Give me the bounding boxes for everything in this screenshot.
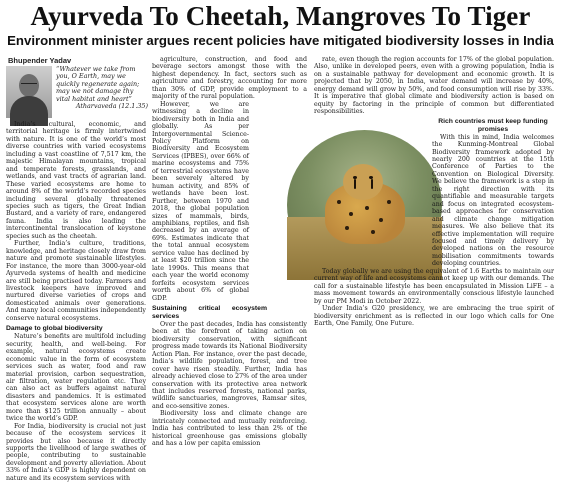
paragraph: For India, biodiversity is crucial not just because of the ecosystem services it provides but also because it directly supports the livelihood of large swathes of people, contributing to sustainable development and poverty alleviation. About 33% of India’s GDP is highly dependent on nature and its ecosystem services with — [6, 422, 146, 482]
paragraph: India’s cultural, economic, and territorial heritage is firmly intertwined with nature. It is one of the world’s most diverse countries with varied ecosystems including a vast coastline of 7,517 km, the majestic Himalayan mountains, tropical and temperate forests, grasslands, and wetlands, and vast tracts of agrarian land. These varied ecosystems are home to around 8% of the world’s recorded species including several globally threatened species such as tigers, the Great Indian Bustard, and a variety of rare, endangered fauna. India is also leading the intercontinental translocation of keystone species such as the cheetah. — [6, 121, 146, 240]
paragraph: Nature’s benefits are multifold including security, health, and well-being. For example, natural ecosystems create economic value in the form of ecosystem services such as water, food and raw material provision, carbon sequestration, air filtration, water regulation etc. They can also act as buffers against natural disasters and pandemics. It is estimated that ecosystem services alone are worth more than $125 trillion annually – about twice the world’s GDP. — [6, 333, 146, 423]
paragraph: rate, even though the region accounts for 17% of the global population. Also, unlike in developed peers, even with a growing population, India is on a sustainable pathway for development and economic growth. It is projected that by 2050, in India, water demand will increase by 40%, energy demand will grow by 50%, and food consumption will rise by 33%. It is imperative that global climate and biodiversity action is based on equity by factoring in the principle of common but differentiated responsibilities. — [314, 56, 554, 116]
epigraph-quote — [56, 66, 148, 110]
paragraph: Further, India’s culture, traditions, knowledge, and heritage closely draw from nature and promote sustainable lifestyles. For instance, the more than 3000-year-old Ayurveda systems of health and medicine are still being practised today. Farmers and livestock keepers have improved and nurtured diverse varieties of crops and domesticated animals over generations. And many local communities independently conserve natural ecosystems. — [6, 240, 146, 322]
paragraph: Today globally we are using the equivalent of 1.6 Earths to maintain our current way of life and ecosystems cannot keep up with our demands. The call for a sustainable lifestyle has been encapsulated in Mission LiFE – a mass movement towards an environmentally conscious lifestyle launched by our PM Modi in October 2022. — [314, 267, 554, 305]
paragraph: Over the past decades, India has consistently been at the forefront of taking action on biodiversity conservation, with significant progress made towards its National Biodiversity Action Plan. For instance, over the past decade, India’s wildlife population, forest, and tree cover have risen steadily. Further, India has already achieved close to 27% of the area under conservation with its protective area network that includes reserved forests, national parks, wildlife sanctuaries, mangroves, Ramsar sites, and eco-sensitive zones. — [152, 320, 307, 410]
paragraph: Under India’s G20 presidency, we are embracing the true spirit of biodiversity enrichment as is reflected in our logo which calls for One Earth, One Family, One Future. — [314, 305, 554, 327]
paragraph: With this in mind, India welcomes the Kunming-Montreal Global Biodiversity framework adopted by nearly 200 countries at the 15th Conference of Parties to the Convention on Biological Diversity. We believe the framework is a step in the right direction with its quantifiable and measurable targets and focus on integrated ecosystem-based approaches for conservation and climate change mitigation measures. We also believe that its effective implementation will require focused and timely delivery by developed nations on the resource mobilisation commitments towards developing countries. — [432, 133, 554, 268]
quote-source: Atharvaveda (12.1.35) — [75, 102, 148, 111]
section-heading-sustaining: Sustaining critical ecosystem services — [152, 304, 267, 320]
headline: Ayurveda To Cheetah, Mangroves To Tiger — [30, 1, 531, 31]
section-heading-damage: Damage to global biodiversity — [6, 325, 103, 333]
paragraph: agriculture, construction, and food and beverage sectors amongst those with the highest dependency. In fact, sectors such as agriculture and forestry, accounting for more than 30% of GDP, provide employment to a majority of the rural population. — [152, 56, 307, 101]
column-1 — [6, 121, 146, 482]
author-portrait — [6, 66, 52, 118]
paragraph: Biodiversity loss and climate change are intricately connected and mutually reinforcing. India has contributed to less than 2% of the historical greenhouse gas emissions globally and has a low per capita emission — [152, 410, 307, 448]
paragraph: However, we are witnessing a decline in biodiversity both in India and globally. As per Intergovernmental Science-Policy Platform on Biodiversity and Ecosystem Services (IPBES), over 66% of marine ecosystems and 75% of terrestrial ecosystems have been severely altered by human activity, and 85% of wetlands have been lost. Further, between 1970 and 2018, the global population sizes of mammals, birds, amphibians, reptiles, and fish decreased by an average of 69%. Estimates indicate that the total annual ecosystem service value has declined by at least $20 trillion since the late 1990s. This means that each year the world economy forfeits ecosystem services worth about 6% of global GDP. — [152, 100, 249, 302]
section-heading-rich-countries: Rich countries must keep funding promises — [438, 117, 548, 133]
column-3 — [314, 56, 554, 327]
subheadline: Environment minister argues recent policies have mitigated biodiversity losses in India — [7, 33, 554, 48]
column-2 — [152, 56, 307, 448]
quote-text: “Whatever we take from you, O Earth, may we quickly regenerate again; may we not damage thy vital habitat and heart” — [56, 65, 140, 103]
byline: Bhupender Yadav — [8, 56, 72, 65]
